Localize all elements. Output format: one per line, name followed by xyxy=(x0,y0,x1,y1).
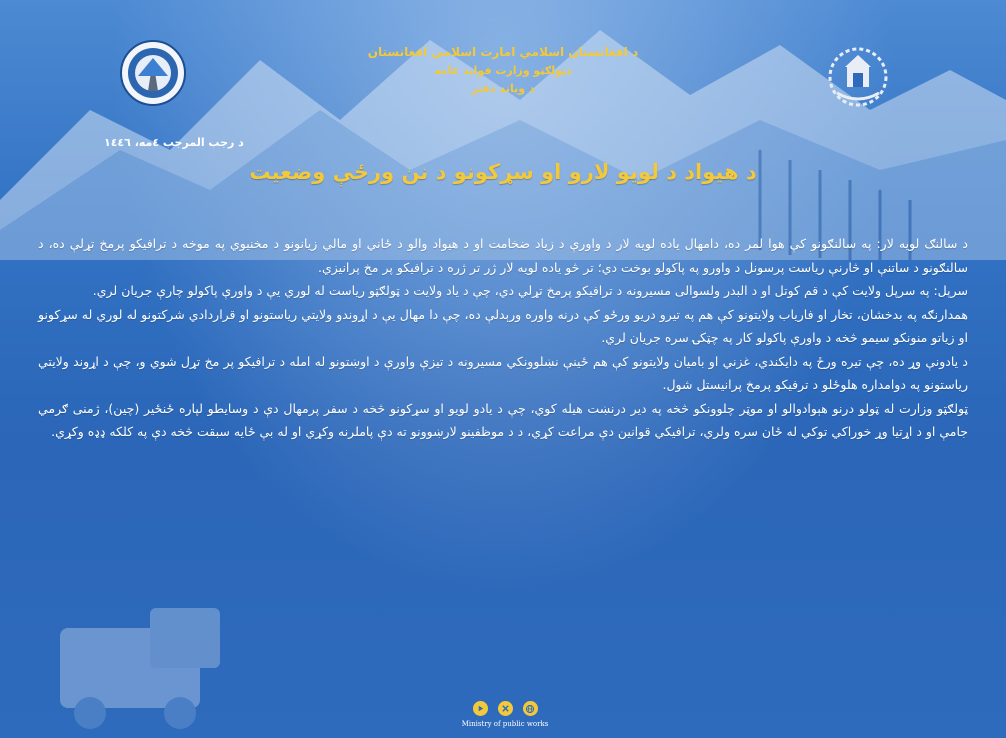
paragraph-sarpul: سرپل: په سرپل ولايت کې د قم کوتل او د البدر ولسوالی مسیرونه د ترافیکو پرمخ تړلي دي، چې د یاد ولایت د ټولګټو ریاست له لوري يې د واورې پاکولو چارې جريان لري. xyxy=(92,283,968,298)
web-icon[interactable] xyxy=(523,701,538,716)
paragraph-daikundi: د يادونې وړ ده، چې تيره ورځ په دايکندي، غزني او باميان ولايتونو کې هم ځينې نښلوونکي مسيرونه د تيزې واورې د اوښتونو له امله د ترافيکو پر مخ تړل شوي و، چې د اړوند ولايتي رياستونو په دوامداره هلوځلو د ترفيکو پرمخ پرانيستل شول. xyxy=(38,353,968,392)
publication-date: د رجب المرجب ٤مه، ١٤٤٦ xyxy=(104,136,244,149)
emirate-emblem-logo xyxy=(822,40,894,112)
mountain-background xyxy=(0,0,1006,260)
header xyxy=(250,42,756,98)
paragraph-badakhshan: همدارنګه په بدخشان، تخار او فارياب ولايتونو کې هم په تيرو دريو ورځو کې درنه واوره ورېدلې ده، چې دا مهال يې د اړوندو ولايتي رياستونو او قراردادي شرکتونو له لوري له سړکونو او زياتو منونکو سيمو څخه د واورې پاکولو کار په چټکۍ سره جريان لري. xyxy=(38,306,968,345)
x-icon[interactable] xyxy=(498,701,513,716)
ministry-seal-logo xyxy=(120,40,186,106)
footer xyxy=(450,701,560,728)
road-emblem-icon xyxy=(126,46,180,100)
emirate-emblem-icon xyxy=(823,41,893,111)
page-title: د هیواد د لويو لارو او سړکونو د نن ورځې وضعيت xyxy=(249,160,757,184)
header-line-1: د افغانستان اسلامي امارت اسلامي افغانستان xyxy=(367,45,639,59)
footer-caption: Ministry of public works xyxy=(461,720,549,728)
header-line-2: دټولګټو وزارت فوايد عامه xyxy=(434,64,572,77)
header-line-3: د وياند دفتر xyxy=(471,82,535,95)
youtube-icon[interactable] xyxy=(473,701,488,716)
social-icons xyxy=(450,701,560,716)
paragraph-advice: ټولګټو وزارت له ټولو درنو هېوادوالو او موټر چلوونکو څخه په دير درنښت هيله کوي، چې د يادو لويو او سړکونو څخه د سفر پرمهال دې د وسايطو لپاره ځنځير (چين)، ژمنی ګرمي جامې او د اړتيا وړ خوراکي توکي له ځان سره ولري، ترافيکي قوانين دې مراعت کړي، د د موظفينو لارښوونو ته دې پاملرنه وکړي او له بې ځايه سبقت څخه دې په کلکه ډډه وکړي. xyxy=(38,400,968,439)
article-body xyxy=(38,232,968,672)
paragraph-salang: د سالنګ لويه لار: په سالنګونو کې هوا لمر ده، دامهال ياده لويه لار د واورې د زياد ضخامت او د هيواد والو د ځاني او مالي زيانونو د مخنيوي په موخه د ترافيکو پرمخ تړلې ده، د سالنګونو د ساتنې او څارنې رياست پرسونل د واورو په پاکولو بوخت دي؛ تر څو ياده لويه لار ژر تر ژره د ترافيکو پر مخ پرانيزي. xyxy=(38,236,968,275)
